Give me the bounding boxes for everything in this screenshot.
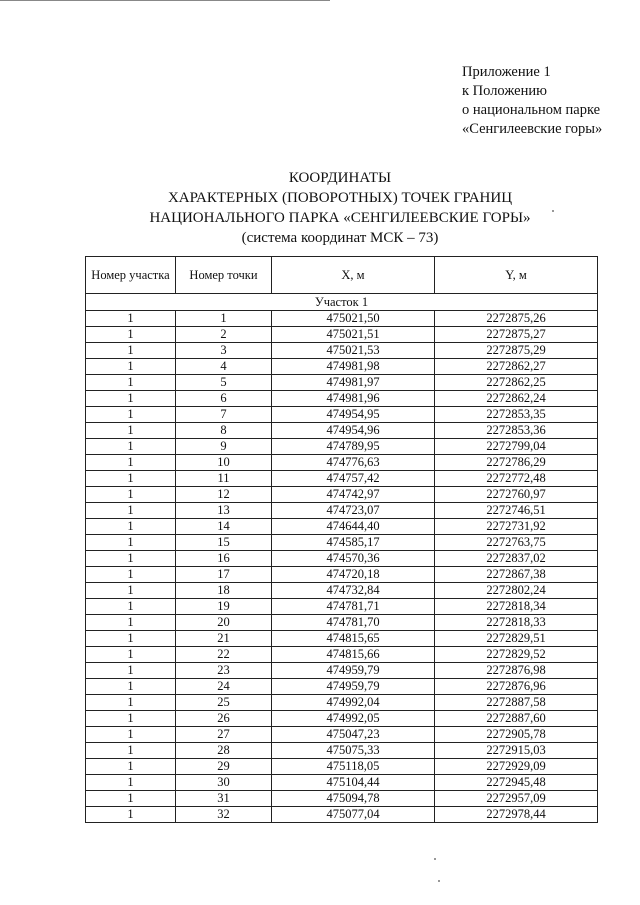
cell-x: 475118,05: [272, 759, 435, 775]
table-row: [86, 727, 598, 743]
cell-point-number: 18: [176, 583, 272, 599]
header-y: Y, м: [435, 257, 598, 294]
appendix-note: [462, 63, 602, 139]
cell-plot-number: 1: [86, 567, 176, 583]
table-row: [86, 695, 598, 711]
cell-point-number: 8: [176, 423, 272, 439]
cell-plot-number: 1: [86, 727, 176, 743]
cell-x: 474644,40: [272, 519, 435, 535]
table-row: [86, 599, 598, 615]
cell-x: 474959,79: [272, 663, 435, 679]
cell-x: 475094,78: [272, 791, 435, 807]
table-row: [86, 375, 598, 391]
cell-plot-number: 1: [86, 631, 176, 647]
cell-y: 2272929,09: [435, 759, 598, 775]
cell-plot-number: 1: [86, 759, 176, 775]
table-row: [86, 343, 598, 359]
cell-plot-number: 1: [86, 519, 176, 535]
cell-y: 2272746,51: [435, 503, 598, 519]
cell-point-number: 17: [176, 567, 272, 583]
cell-point-number: 23: [176, 663, 272, 679]
table-row: [86, 407, 598, 423]
cell-x: 474981,96: [272, 391, 435, 407]
cell-y: 2272837,02: [435, 551, 598, 567]
cell-plot-number: 1: [86, 391, 176, 407]
table-row: [86, 775, 598, 791]
cell-y: 2272957,09: [435, 791, 598, 807]
table-row: [86, 439, 598, 455]
appendix-line-3: о национальном парке: [462, 102, 601, 118]
cell-x: 474954,95: [272, 407, 435, 423]
cell-point-number: 31: [176, 791, 272, 807]
cell-x: 474959,79: [272, 679, 435, 695]
cell-y: 2272945,48: [435, 775, 598, 791]
cell-plot-number: 1: [86, 615, 176, 631]
table-row: [86, 567, 598, 583]
cell-x: 474981,98: [272, 359, 435, 375]
cell-plot-number: 1: [86, 503, 176, 519]
cell-plot-number: 1: [86, 375, 176, 391]
coordinates-body: [86, 294, 598, 823]
table-row: [86, 455, 598, 471]
header-point-number: Номер точки: [176, 257, 272, 294]
heading-coordinate-system: (система координат МСК – 73): [241, 230, 439, 246]
cell-x: 474757,42: [272, 471, 435, 487]
cell-point-number: 19: [176, 599, 272, 615]
section-label: Участок 1: [86, 294, 598, 311]
table-row: [86, 535, 598, 551]
cell-x: 474789,95: [272, 439, 435, 455]
cell-plot-number: 1: [86, 439, 176, 455]
cell-y: 2272818,33: [435, 615, 598, 631]
cell-y: 2272876,98: [435, 663, 598, 679]
table-row: [86, 327, 598, 343]
cell-point-number: 9: [176, 439, 272, 455]
cell-y: 2272786,29: [435, 455, 598, 471]
cell-y: 2272875,27: [435, 327, 598, 343]
cell-y: 2272772,48: [435, 471, 598, 487]
cell-y: 2272799,04: [435, 439, 598, 455]
appendix-line-1: Приложение 1: [462, 64, 551, 80]
cell-x: 474815,65: [272, 631, 435, 647]
cell-plot-number: 1: [86, 471, 176, 487]
table-row: [86, 551, 598, 567]
cell-point-number: 10: [176, 455, 272, 471]
table-row: [86, 391, 598, 407]
cell-x: 474781,70: [272, 615, 435, 631]
scan-speck: [438, 880, 440, 882]
cell-x: 475075,33: [272, 743, 435, 759]
cell-point-number: 26: [176, 711, 272, 727]
cell-y: 2272853,35: [435, 407, 598, 423]
cell-plot-number: 1: [86, 327, 176, 343]
cell-plot-number: 1: [86, 775, 176, 791]
heading-line-3: НАЦИОНАЛЬНОГО ПАРКА «СЕНГИЛЕЕВСКИЕ ГОРЫ»: [149, 210, 531, 226]
cell-x: 474723,07: [272, 503, 435, 519]
appendix-line-4: «Сенгилеевские горы»: [462, 121, 603, 137]
scan-speck: [552, 210, 554, 212]
scan-top-rule: [0, 0, 330, 1]
cell-point-number: 2: [176, 327, 272, 343]
heading-title: КООРДИНАТЫ: [288, 170, 392, 186]
cell-plot-number: 1: [86, 711, 176, 727]
cell-x: 474992,05: [272, 711, 435, 727]
cell-y: 2272731,92: [435, 519, 598, 535]
cell-plot-number: 1: [86, 423, 176, 439]
cell-x: 475077,04: [272, 807, 435, 823]
cell-y: 2272887,58: [435, 695, 598, 711]
cell-y: 2272818,34: [435, 599, 598, 615]
heading-line-2: ХАРАКТЕРНЫХ (ПОВОРОТНЫХ) ТОЧЕК ГРАНИЦ: [167, 190, 513, 206]
cell-y: 2272875,26: [435, 311, 598, 327]
cell-y: 2272862,25: [435, 375, 598, 391]
cell-point-number: 20: [176, 615, 272, 631]
cell-plot-number: 1: [86, 535, 176, 551]
section-row: [86, 294, 598, 311]
table-row: [86, 423, 598, 439]
cell-y: 2272853,36: [435, 423, 598, 439]
coordinates-table: [85, 256, 598, 823]
cell-y: 2272875,29: [435, 343, 598, 359]
table-row: [86, 311, 598, 327]
cell-x: 475104,44: [272, 775, 435, 791]
cell-y: 2272760,97: [435, 487, 598, 503]
cell-x: 474570,36: [272, 551, 435, 567]
cell-y: 2272829,52: [435, 647, 598, 663]
table-row: [86, 791, 598, 807]
table-row: [86, 679, 598, 695]
table-row: [86, 759, 598, 775]
cell-plot-number: 1: [86, 599, 176, 615]
document-heading: [0, 168, 640, 248]
cell-plot-number: 1: [86, 583, 176, 599]
cell-plot-number: 1: [86, 455, 176, 471]
table-row: [86, 807, 598, 823]
cell-point-number: 29: [176, 759, 272, 775]
cell-point-number: 16: [176, 551, 272, 567]
cell-plot-number: 1: [86, 679, 176, 695]
cell-plot-number: 1: [86, 311, 176, 327]
cell-x: 474781,71: [272, 599, 435, 615]
cell-point-number: 15: [176, 535, 272, 551]
scan-speck: [434, 858, 436, 860]
appendix-line-2: к Положению: [462, 83, 547, 99]
cell-point-number: 14: [176, 519, 272, 535]
table-header-row: [86, 257, 598, 294]
header-x: X, м: [272, 257, 435, 294]
cell-y: 2272763,75: [435, 535, 598, 551]
cell-x: 474776,63: [272, 455, 435, 471]
cell-y: 2272887,60: [435, 711, 598, 727]
cell-x: 474585,17: [272, 535, 435, 551]
cell-plot-number: 1: [86, 791, 176, 807]
cell-y: 2272978,44: [435, 807, 598, 823]
cell-plot-number: 1: [86, 647, 176, 663]
cell-point-number: 25: [176, 695, 272, 711]
cell-y: 2272915,03: [435, 743, 598, 759]
cell-point-number: 22: [176, 647, 272, 663]
cell-point-number: 6: [176, 391, 272, 407]
cell-plot-number: 1: [86, 663, 176, 679]
cell-x: 474954,96: [272, 423, 435, 439]
cell-x: 474742,97: [272, 487, 435, 503]
cell-point-number: 12: [176, 487, 272, 503]
cell-y: 2272905,78: [435, 727, 598, 743]
table-row: [86, 519, 598, 535]
cell-x: 474992,04: [272, 695, 435, 711]
cell-plot-number: 1: [86, 359, 176, 375]
table-row: [86, 503, 598, 519]
cell-x: 474720,18: [272, 567, 435, 583]
cell-x: 475047,23: [272, 727, 435, 743]
cell-point-number: 3: [176, 343, 272, 359]
cell-point-number: 32: [176, 807, 272, 823]
table-row: [86, 615, 598, 631]
cell-point-number: 28: [176, 743, 272, 759]
cell-plot-number: 1: [86, 695, 176, 711]
cell-y: 2272867,38: [435, 567, 598, 583]
cell-plot-number: 1: [86, 551, 176, 567]
cell-plot-number: 1: [86, 487, 176, 503]
cell-point-number: 4: [176, 359, 272, 375]
cell-y: 2272829,51: [435, 631, 598, 647]
table-row: [86, 359, 598, 375]
cell-x: 474815,66: [272, 647, 435, 663]
table-row: [86, 743, 598, 759]
cell-plot-number: 1: [86, 407, 176, 423]
header-plot-number: Номер участка: [86, 257, 176, 294]
cell-point-number: 24: [176, 679, 272, 695]
cell-point-number: 5: [176, 375, 272, 391]
cell-x: 475021,53: [272, 343, 435, 359]
cell-plot-number: 1: [86, 743, 176, 759]
cell-y: 2272862,27: [435, 359, 598, 375]
cell-y: 2272862,24: [435, 391, 598, 407]
cell-x: 475021,50: [272, 311, 435, 327]
cell-point-number: 1: [176, 311, 272, 327]
table-row: [86, 487, 598, 503]
cell-x: 474732,84: [272, 583, 435, 599]
cell-x: 474981,97: [272, 375, 435, 391]
cell-point-number: 30: [176, 775, 272, 791]
cell-point-number: 27: [176, 727, 272, 743]
cell-plot-number: 1: [86, 807, 176, 823]
cell-point-number: 13: [176, 503, 272, 519]
table-row: [86, 663, 598, 679]
table-row: [86, 631, 598, 647]
cell-point-number: 7: [176, 407, 272, 423]
cell-y: 2272802,24: [435, 583, 598, 599]
cell-y: 2272876,96: [435, 679, 598, 695]
cell-x: 475021,51: [272, 327, 435, 343]
table-row: [86, 647, 598, 663]
table-row: [86, 583, 598, 599]
cell-point-number: 11: [176, 471, 272, 487]
table-row: [86, 471, 598, 487]
cell-point-number: 21: [176, 631, 272, 647]
table-row: [86, 711, 598, 727]
cell-plot-number: 1: [86, 343, 176, 359]
